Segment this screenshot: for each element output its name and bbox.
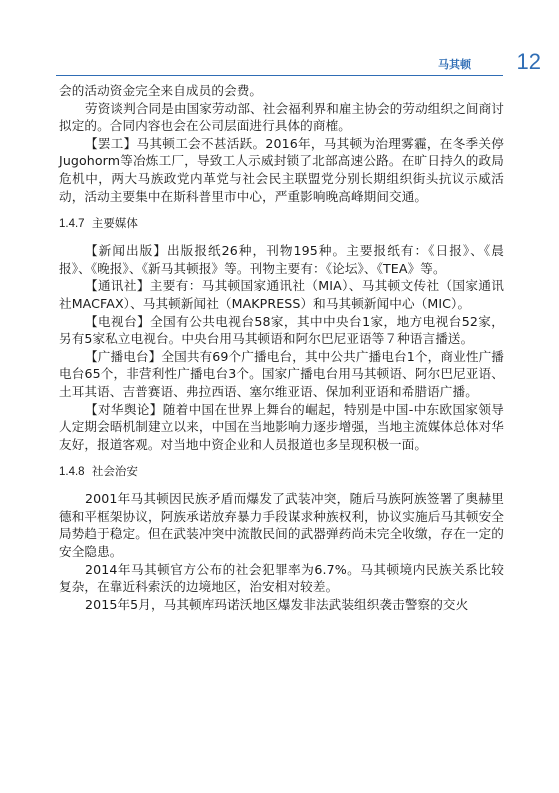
paragraph-crime-rate: 2014年马其顿官方公布的社会犯罪率为6.7%。马其顿境内民族关系比较复杂，在靠近科索沃的边境地区，治安相对较差。 [59, 561, 504, 595]
page-body [59, 82, 504, 613]
paragraph-tv: 【电视台】全国有公共电视台58家，其中中央台1家，地方电视台52家，另有5家私立电视台。中央台用马其顿语和阿尔巴尼亚语等７种语言播送。 [59, 313, 504, 347]
paragraph-strikes: 【罢工】马其顿工会不甚活跃。2016年，马其顿为治理雾霾，在冬季关停Jugohorm等冶炼工厂，导致工人示威封锁了北部高速公路。在旷日持久的政局危机中，两大马族政党内革党与社会民主联盟党分别长期组织街头抗议示威活动，活动主要集中在斯科普里市中心，严重影响晚高峰期间交通。 [59, 135, 504, 204]
paragraph-news-agency: 【通讯社】主要有：马其顿国家通讯社（MIA）、马其顿文传社（国家通讯社MACFAX）、马其顿新闻社（MAKPRESS）和马其顿新闻中心（MIC）。 [59, 278, 504, 311]
paragraph-continuation: 会的活动资金完全来自成员的会费。 [59, 83, 263, 98]
paragraph-china-opinion: 【对华舆论】随着中国在世界上舞台的崛起，特别是中国-中东欧国家领导人定期会晤机制建立以来，中国在当地影响力逐步增强，当地主流媒体总体对华友好，报道客观。对当地中资企业和人员报道也多呈现积极一面。 [59, 401, 504, 452]
header-rule [56, 75, 503, 76]
section-number: 1.4.8 [59, 466, 85, 479]
header-section-label: 马其顿 [438, 58, 471, 71]
paragraph-2015-clash: 2015年5月，马其顿库玛诺沃地区爆发非法武装组织袭击警察的交火 [85, 596, 469, 612]
section-title: 社会治安 [91, 464, 138, 479]
paragraph-radio: 【广播电台】全国共有69个广播电台，其中公共广播电台1个，商业性广播电台65个，非营利性广播电台3个。国家广播电台用马其顿语、阿尔巴尼亚语、土耳其语、吉普赛语、弗拉西语、塞尔维亚语、保加利亚语和希腊语广播。 [59, 348, 504, 399]
paragraph-conflict-2001: 2001年马其顿因民族矛盾而爆发了武装冲突，随后马族阿族签署了奥赫里德和平框架协议，阿族承诺放弃暴力手段谋求种族权利，协议实施后马其顿安全局势趋于稳定。但在武装冲突中流散民间的武器弹药尚未完全收缴，存在一定的安全隐患。 [59, 491, 504, 560]
paragraph-labor-contract: 劳资谈判合同是由国家劳动部、社会福利界和雇主协会的劳动组织之间商讨拟定的。合同内容也会在公司层面进行具体的商榷。 [59, 100, 504, 134]
section-title: 主要媒体 [91, 216, 138, 231]
paragraph-press: 【新闻出版】出版报纸26种，刊物195种。主要报纸有：《日报》、《晨报》、《晚报》、《新马其顿报》等。刊物主要有：《论坛》、《TEA》等。 [59, 243, 504, 276]
section-heading-media [59, 215, 504, 232]
running-header [0, 48, 559, 76]
section-heading-security [59, 463, 504, 480]
section-number: 1.4.7 [59, 218, 85, 231]
page-number: 12 [516, 49, 541, 74]
